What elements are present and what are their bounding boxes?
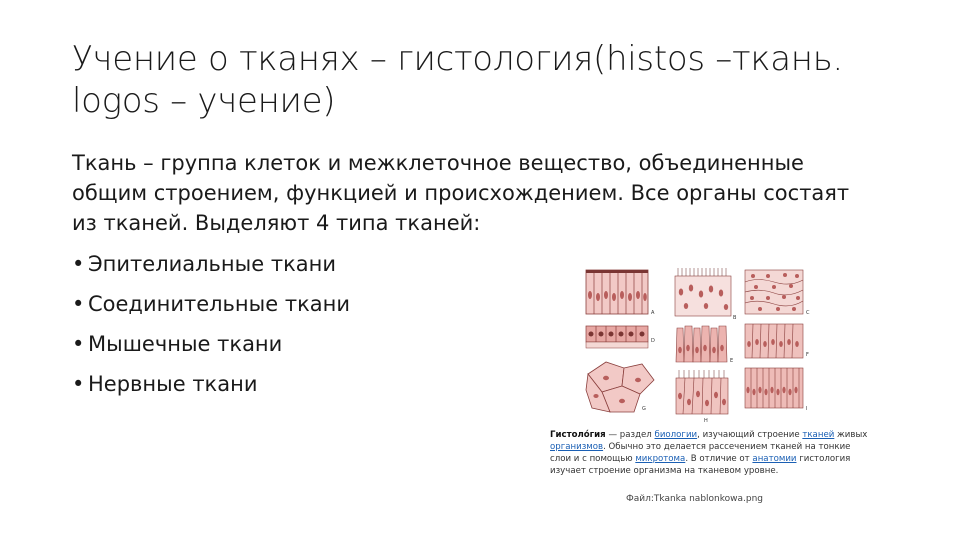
panel-i-tall-columnar-epithelium: [745, 368, 807, 412]
panel-label-i: I: [806, 406, 808, 412]
link-microtome[interactable]: микротома: [635, 454, 686, 464]
panel-e-goblet-epithelium: [676, 326, 733, 364]
panel-label-g: G: [642, 406, 646, 412]
panel-b-ciliated-epithelium: [675, 268, 737, 321]
link-biology[interactable]: биологии: [654, 430, 698, 440]
panel-label-a: A: [651, 310, 655, 316]
list-item-label: Мышечные ткани: [88, 332, 283, 356]
panel-c-stratified-epithelium: [745, 270, 810, 316]
caption-text: — раздел: [605, 430, 655, 440]
panel-label-f: F: [806, 352, 809, 358]
panel-label-b: B: [733, 315, 737, 321]
link-tissues[interactable]: тканей: [802, 430, 835, 440]
list-item-label: Соединительные ткани: [88, 292, 350, 316]
panel-label-d: D: [651, 338, 655, 344]
image-file-name: Файл:Tkanka nablonkowa.png: [626, 494, 764, 504]
panel-d-cuboidal-epithelium: [586, 326, 655, 348]
list-item-label: Эпителиальные ткани: [88, 252, 337, 276]
caption-text: . Обычно это делается рассечением тканей на тонкие слои и с помощью: [550, 442, 851, 464]
panel-label-h: H: [704, 418, 708, 424]
caption-text: живых: [834, 430, 868, 440]
bullet-icon: •: [72, 332, 85, 356]
panel-label-e: E: [730, 358, 734, 364]
panel-h-pseudostratified-epithelium: [676, 370, 728, 424]
link-anatomy[interactable]: анатомии: [752, 454, 797, 464]
slide-title: Учение о тканях – гистология(histos –ткань. logos – учение): [72, 39, 843, 121]
list-item: [72, 328, 350, 368]
caption-term: Гистоло́гия: [550, 430, 606, 440]
list-item: [72, 248, 350, 288]
tissue-definition: Ткань – группа клеток и межклеточное вещество, объединенные общим строением, функцией и происхождением. Все органы состаят из тканей. Выделяют 4 типа тканей:: [72, 151, 850, 235]
bullet-icon: •: [72, 292, 85, 316]
list-item-label: Нервные ткани: [88, 372, 258, 396]
list-item: [72, 368, 350, 408]
panel-label-c: C: [806, 310, 810, 316]
panel-g-squamous-epithelium: [586, 362, 654, 412]
list-item: [72, 288, 350, 328]
caption-text: , изучающий строение: [697, 430, 803, 440]
bullet-icon: •: [72, 372, 85, 396]
bullet-icon: •: [72, 252, 85, 276]
epithelium-illustration: [578, 262, 818, 432]
caption-text: гистология изучает строение организма на тканевом уровне.: [550, 454, 851, 476]
histology-caption: [550, 429, 870, 477]
panel-f-columnar-epithelium: [745, 324, 809, 358]
panel-a-columnar-epithelium: [586, 270, 655, 316]
caption-text: . В отличие от: [685, 454, 753, 464]
tissue-types-list: [72, 248, 350, 408]
link-organisms[interactable]: организмов: [550, 442, 604, 452]
